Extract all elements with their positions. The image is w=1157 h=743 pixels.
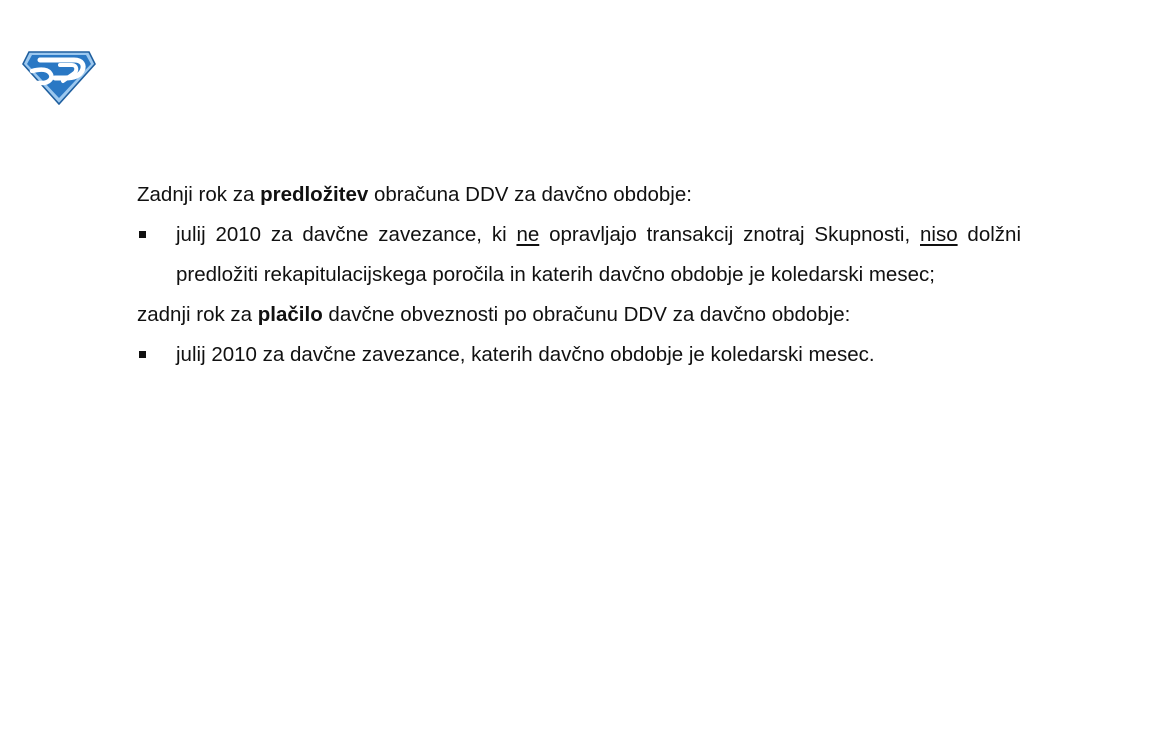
underlined-ne: ne bbox=[516, 223, 540, 246]
paragraph-submission-deadline bbox=[137, 175, 1021, 215]
square-bullet-icon bbox=[139, 231, 146, 238]
text-fragment: zadnji rok za bbox=[137, 303, 258, 326]
text-fragment: Zadnji rok za bbox=[137, 183, 261, 206]
text-fragment: opravljajo transakcij znotraj Skupnosti, bbox=[539, 223, 920, 246]
bold-term-payment: plačilo bbox=[257, 303, 323, 326]
text-fragment: julij 2010 za davčne zavezance, ki bbox=[176, 223, 517, 246]
text-fragment: davčne obveznosti po obračunu DDV za davčno obdobje: bbox=[322, 303, 851, 326]
document-body bbox=[137, 175, 1021, 375]
underlined-niso: niso bbox=[920, 223, 958, 246]
paragraph-payment-deadline bbox=[137, 295, 1021, 335]
bullet-item-2 bbox=[137, 335, 1021, 375]
bullet-item-1 bbox=[137, 215, 1021, 295]
sd-logo-icon bbox=[22, 47, 96, 105]
company-logo bbox=[22, 47, 96, 105]
bold-term-submission: predložitev bbox=[260, 183, 369, 206]
square-bullet-icon bbox=[139, 351, 146, 358]
text-fragment: dolžni predložiti rekapitulacijskega poročila in katerih davčno obdobje je koledarski mesec; bbox=[176, 223, 1021, 286]
text-fragment: obračuna DDV za davčno obdobje: bbox=[368, 183, 692, 206]
bullet-text bbox=[176, 215, 1021, 295]
bullet-text: julij 2010 za davčne zavezance, katerih davčno obdobje je koledarski mesec. bbox=[176, 343, 875, 366]
